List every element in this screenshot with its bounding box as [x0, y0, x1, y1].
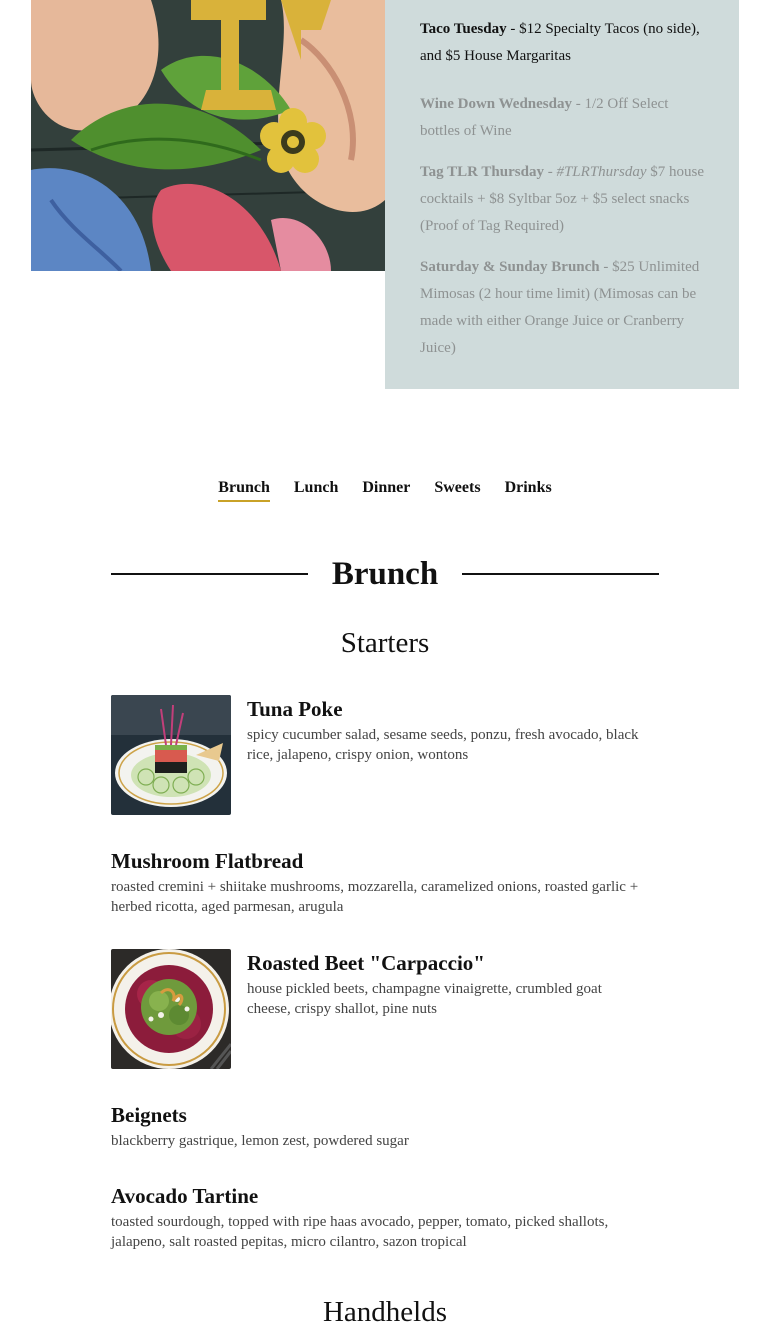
divider-left — [111, 573, 308, 575]
divider-right — [462, 573, 659, 575]
menu-item — [111, 695, 641, 815]
special-tag-tlr-thursday: Tag TLR Thursday - #TLRThursday $7 house cocktails + $8 Syltbar 5oz + $5 select snacks (Proof of Tag Required) — [420, 164, 704, 234]
item-name: Mushroom Flatbread — [111, 849, 304, 873]
item-name: Beignets — [111, 1103, 187, 1127]
section-title: Brunch — [331, 556, 439, 592]
item-description: blackberry gastrique, lemon zest, powdered sugar — [111, 1133, 409, 1149]
item-name: Tuna Poke — [247, 697, 343, 721]
subsection-handhelds: Handhelds — [322, 1296, 448, 1328]
menu-item — [111, 848, 641, 917]
mural-image — [31, 0, 385, 271]
special-taco-tuesday: Taco Tuesday - $12 Specialty Tacos (no side), and $5 House Margaritas — [420, 21, 700, 64]
tuna-poke-photo — [111, 695, 231, 815]
tab-brunch[interactable]: Brunch — [218, 479, 270, 502]
item-name: Avocado Tartine — [111, 1184, 259, 1208]
subsection-starters: Starters — [340, 627, 430, 659]
specials-panel — [385, 0, 739, 389]
menu-item — [111, 1183, 641, 1252]
menu-item — [111, 1102, 641, 1151]
tab-sweets[interactable]: Sweets — [434, 479, 481, 496]
item-description: house pickled beets, champagne vinaigrette, crumbled goat cheese, crispy shallot, pine nuts — [247, 981, 602, 1017]
beet-carpaccio-photo — [111, 949, 231, 1069]
specials-section — [0, 0, 770, 389]
menu-tabs — [0, 479, 770, 502]
item-description: roasted cremini + shiitake mushrooms, mozzarella, caramelized onions, roasted garlic + herbed ricotta, aged parmesan, arugula — [111, 879, 639, 915]
section-header — [111, 553, 659, 595]
special-wine-down-wednesday: Wine Down Wednesday - 1/2 Off Select bottles of Wine — [420, 96, 669, 139]
tab-lunch[interactable]: Lunch — [293, 479, 339, 496]
tab-dinner[interactable]: Dinner — [362, 479, 411, 496]
tab-drinks[interactable]: Drinks — [504, 479, 552, 496]
item-description: spicy cucumber salad, sesame seeds, ponzu, fresh avocado, black rice, jalapeno, crispy onion, wontons — [247, 727, 639, 763]
item-description: toasted sourdough, topped with ripe haas avocado, pepper, tomato, picked shallots, jalapeno, salt roasted pepitas, micro cilantro, sazon tropical — [111, 1214, 609, 1250]
item-name: Roasted Beet "Carpaccio" — [247, 951, 485, 975]
special-weekend-brunch: Saturday & Sunday Brunch - $25 Unlimited Mimosas (2 hour time limit) (Mimosas can be made with either Orange Juice or Cranberry Juice) — [420, 259, 700, 356]
menu-item — [111, 949, 641, 1069]
